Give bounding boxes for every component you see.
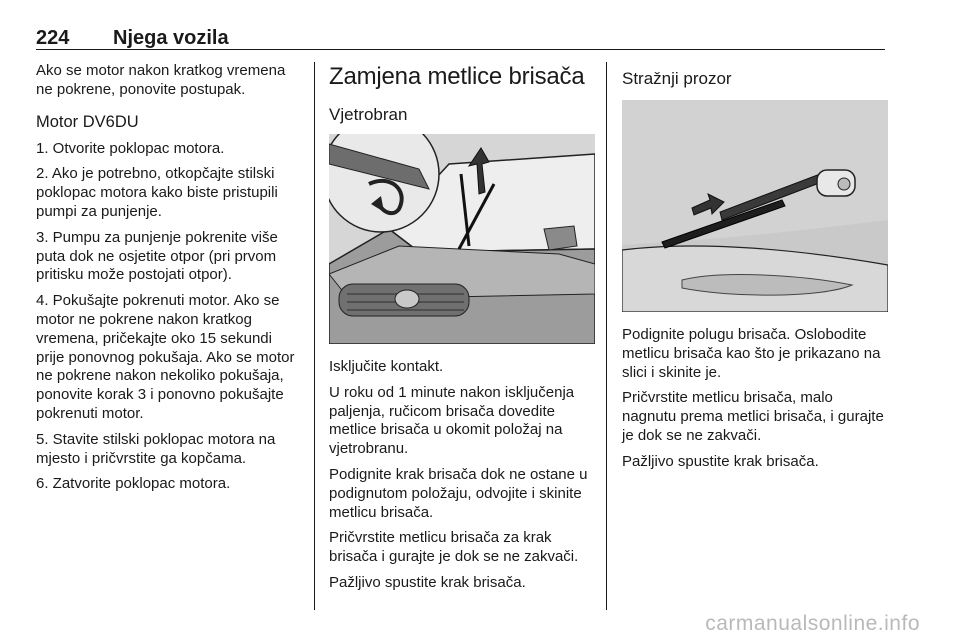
column-1	[36, 62, 302, 501]
column-divider	[606, 62, 607, 610]
instruction-lower-arm: Pažljivo spustite krak brisača.	[329, 573, 526, 591]
page-header	[36, 23, 885, 51]
step-1: 1. Otvorite poklopac motora.	[36, 139, 225, 157]
instruction-vertical-position: U roku od 1 minute nakon isključenja paljenja, ručicom brisača dovedite metlice brisača u okomit položaj na vjetrobranu.	[329, 383, 575, 458]
section-heading-motor: Motor DV6DU	[36, 112, 139, 131]
instruction-lower-arm-rear: Pažljivo spustite krak brisača.	[622, 452, 819, 470]
column-3	[622, 62, 888, 479]
page-number: 224	[36, 27, 70, 49]
step-5: 5. Stavite stilski poklopac motora na mjesto i pričvrstite ga kopčama.	[36, 430, 276, 467]
windscreen-wiper-illustration	[329, 134, 595, 344]
rear-wiper-illustration	[622, 100, 888, 312]
instruction-attach-blade: Pričvrstite metlicu brisača za krak brisača i gurajte je dok se ne zakvači.	[329, 529, 579, 566]
step-4: 4. Pokušajte pokrenuti motor. Ako se motor ne pokrene nakon kratkog vremena, pričekajte oko 15 sekundi prije ponovnog pokušaja. Ako se motor ne pokrene nakon nekoliko pokušaja, ponovite korak 3 i ponovno pokušajte pokrenuti motor.	[36, 292, 295, 422]
instruction-attach-blade-rear: Pričvrstite metlicu brisača, malo nagnutu prema metlici brisača, i gurajte je dok se ne zakvači.	[622, 389, 884, 444]
watermark: carmanualsonline.info	[705, 612, 920, 635]
subsection-windscreen: Vjetrobran	[329, 105, 408, 124]
column-divider	[314, 62, 315, 610]
section-title-wiper: Zamjena metlice brisača	[329, 63, 585, 90]
header-rule	[36, 49, 885, 50]
page-title: Njega vozila	[113, 27, 229, 49]
step-3: 3. Pumpu za punjenje pokrenite više puta dok ne osjetite otpor (pri prvom pritisku može postojati otpor).	[36, 228, 278, 284]
instruction-lift-arm: Podignite krak brisača dok ne ostane u podignutom položaju, odvojite i skinite metlicu brisača.	[329, 465, 588, 521]
column-2	[329, 62, 595, 600]
step-2: 2. Ako je potrebno, otkopčajte stilski poklopac motora kako biste pristupili pumpi za punjenje.	[36, 165, 278, 220]
instruction-ignition-off: Isključite kontakt.	[329, 358, 444, 375]
intro-paragraph: Ako se motor nakon kratkog vremena ne pokrene, ponovite postupak.	[36, 62, 286, 98]
instruction-lift-lever: Podignite polugu brisača. Oslobodite metlicu brisača kao što je prikazano na slici i skinite je.	[622, 326, 881, 381]
subsection-rear-window: Stražnji prozor	[622, 69, 732, 88]
step-6: 6. Zatvorite poklopac motora.	[36, 475, 231, 493]
